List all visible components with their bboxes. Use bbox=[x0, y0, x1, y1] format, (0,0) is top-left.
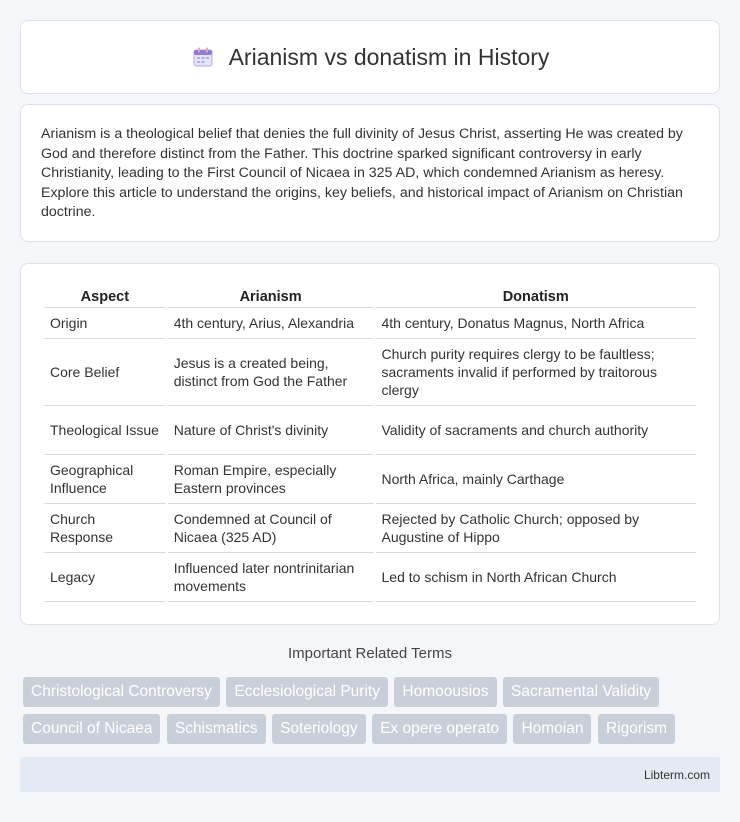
cell-donatism: 4th century, Donatus Magnus, North Africa bbox=[376, 308, 697, 339]
cell-arianism: 4th century, Arius, Alexandria bbox=[168, 308, 374, 339]
table-row bbox=[44, 553, 696, 602]
cell-donatism: Rejected by Catholic Church; opposed by Augustine of Hippo bbox=[376, 504, 697, 553]
intro-text: Arianism is a theological belief that denies the full divinity of Jesus Christ, asserting He was created by God and therefore distinct from the Father. This doctrine sparked significant controversy in early Christianity, leading to the First Council of Nicaea in 325 AD, which condemned Arianism as heresy. Explore this article to understand the origins, key beliefs, and historical impact of Arianism on Christian doctrine. bbox=[41, 126, 683, 220]
related-term-tag[interactable]: Soteriology bbox=[272, 714, 366, 744]
comparison-table bbox=[42, 284, 698, 602]
cell-aspect: Origin bbox=[44, 308, 166, 339]
footer bbox=[20, 757, 720, 792]
related-term-tag[interactable]: Schismatics bbox=[167, 714, 266, 744]
related-term-tag[interactable]: Homoian bbox=[513, 714, 591, 744]
related-term-tag[interactable]: Rigorism bbox=[598, 714, 675, 744]
related-terms-list bbox=[23, 677, 723, 751]
related-term-tag[interactable]: Council of Nicaea bbox=[23, 714, 160, 744]
related-term-tag[interactable]: Ex opere operato bbox=[372, 714, 507, 744]
cell-donatism: Led to schism in North African Church bbox=[376, 553, 697, 602]
cell-donatism: North Africa, mainly Carthage bbox=[376, 455, 697, 504]
cell-arianism: Influenced later nontrinitarian movements bbox=[168, 553, 374, 602]
cell-aspect: Core Belief bbox=[44, 339, 166, 406]
title-card bbox=[20, 20, 720, 94]
related-term-tag[interactable]: Homoousios bbox=[394, 677, 496, 707]
related-term-tag[interactable]: Ecclesiological Purity bbox=[226, 677, 388, 707]
table-row bbox=[44, 308, 696, 339]
cell-donatism: Church purity requires clergy to be faultless; sacraments invalid if performed by traitorous clergy bbox=[376, 339, 697, 406]
table-row bbox=[44, 455, 696, 504]
related-term-tag[interactable]: Christological Controversy bbox=[23, 677, 220, 707]
intro-card bbox=[20, 104, 720, 242]
calendar-icon bbox=[191, 45, 215, 69]
cell-aspect: Theological Issue bbox=[44, 406, 166, 455]
cell-aspect: Geographical Influence bbox=[44, 455, 166, 504]
header-arianism: Arianism bbox=[168, 284, 374, 308]
table-row bbox=[44, 504, 696, 553]
header-donatism: Donatism bbox=[376, 284, 697, 308]
page-title: Arianism vs donatism in History bbox=[228, 43, 550, 70]
table-row bbox=[44, 339, 696, 406]
comparison-table-card bbox=[20, 263, 720, 625]
cell-aspect: Church Response bbox=[44, 504, 166, 553]
cell-aspect: Legacy bbox=[44, 553, 166, 602]
table-row bbox=[44, 406, 696, 455]
cell-arianism: Jesus is a created being, distinct from God the Father bbox=[168, 339, 374, 406]
table-header-row bbox=[44, 284, 696, 308]
cell-arianism: Nature of Christ's divinity bbox=[168, 406, 374, 455]
cell-arianism: Condemned at Council of Nicaea (325 AD) bbox=[168, 504, 374, 553]
cell-arianism: Roman Empire, especially Eastern provinces bbox=[168, 455, 374, 504]
cell-donatism: Validity of sacraments and church authority bbox=[376, 406, 697, 455]
header-aspect: Aspect bbox=[44, 284, 166, 308]
related-terms-title: Important Related Terms bbox=[288, 645, 452, 662]
related-term-tag[interactable]: Sacramental Validity bbox=[503, 677, 659, 707]
footer-site-link[interactable]: Libterm.com bbox=[643, 768, 710, 782]
